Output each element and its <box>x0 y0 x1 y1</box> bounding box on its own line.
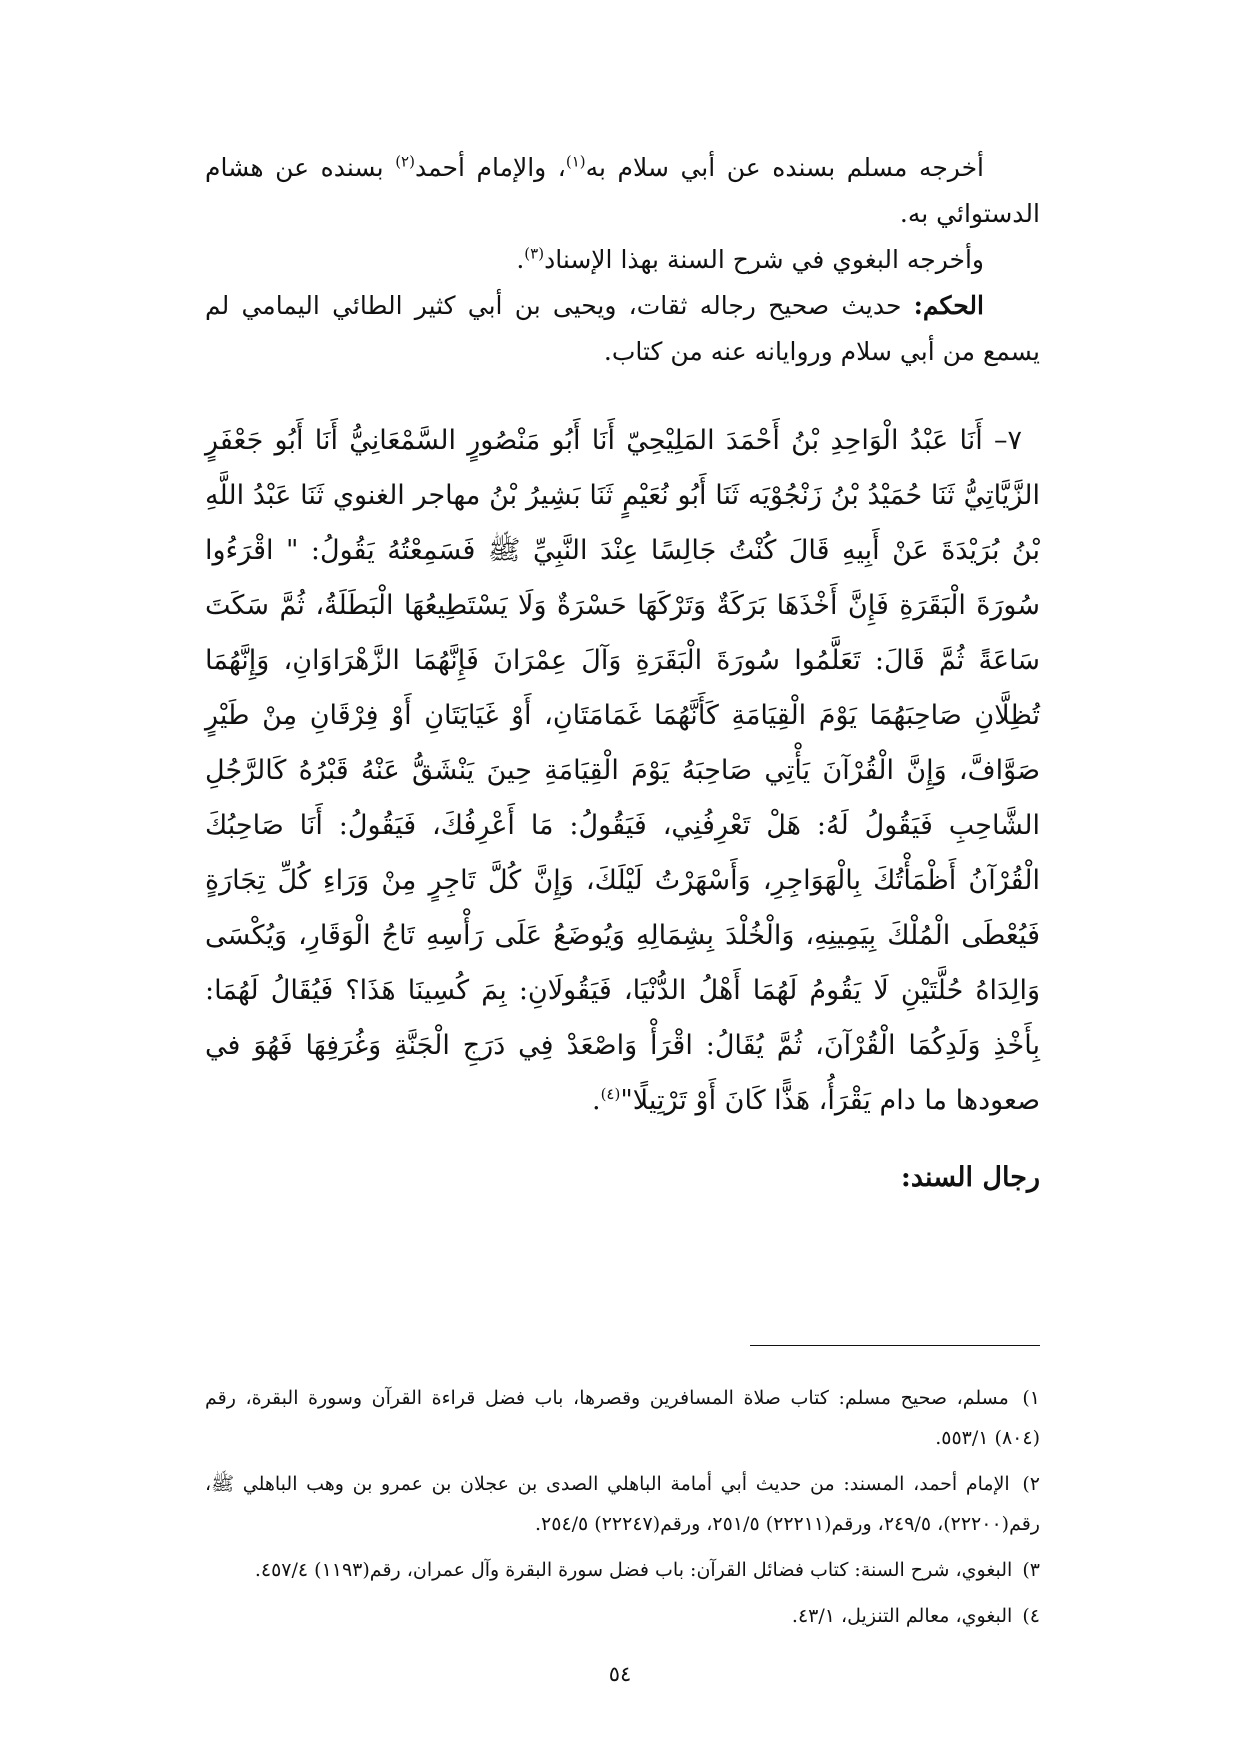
footnote-3 <box>205 1550 1040 1590</box>
footnote-text: البغوي، شرح السنة: كتاب فضائل القرآن: باب فضل سورة البقرة وآل عمران، رقم(١١٩٣) ٤٥٧/٤. <box>254 1559 1013 1581</box>
footnotes <box>205 1378 1040 1642</box>
footnote-ref-1[interactable]: (١) <box>565 152 586 171</box>
section-heading: رجال السند: <box>900 1162 1040 1193</box>
text-run: وأخرجه البغوي في شرح السنة بهذا الإسناد <box>544 245 984 274</box>
text-run: ، والإمام أحمد <box>414 153 566 182</box>
footnote-number: ٢) <box>1022 1473 1040 1495</box>
text-run: أخرجه مسلم بسنده عن أبي سلام به <box>585 153 984 182</box>
footnote-text: مسلم، صحيح مسلم: كتاب صلاة المسافرين وقصرها، باب فضل قراءة القرآن وسورة البقرة، رقم (٨٠٤) ٥٥٣/١. <box>205 1387 1040 1449</box>
footnote-separator <box>750 1345 1040 1346</box>
footnote-ref-3[interactable]: (٣) <box>524 244 545 263</box>
footnote-text: الإمام أحمد، المسند: من حديث أبي أمامة الباهلي الصدى بن عجلان بن عمرو بن وهب الباهلي ﷺ، رقم(٢٢٢٠٠)، ٢٤٩/٥، ورقم(٢٢٢١١) ٢٥١/٥، ورقم(٢٢٢٤٧) ٢٥٤/٥. <box>205 1473 1040 1535</box>
footnote-ref-2[interactable]: (٢) <box>395 152 415 171</box>
footnote-number: ١) <box>1022 1387 1040 1409</box>
hadith-text: ٧– أَنَا عَبْدُ الْوَاحِدِ بْنُ أَحْمَدَ المَلِيْحِيّ أَنَا أَبُو مَنْصُورٍ السَّمْعَانِيُّ أَنَا أَبُو جَعْفَرٍ الزَّيَّاتِيُّ ثَنَا حُمَيْدُ بْنُ زَنْجُوْيَه ثَنَا أَبُو نُعَيْمٍ ثَنَا بَشِيرُ بْنُ مهاجر الغنوي ثَنَا عَبْدُ اللَّهِ بْنُ بُرَيْدَةَ عَنْ أَبِيهِ قَالَ كُنْتُ جَالِسًا عِنْدَ النَّبِيِّ ﷺ فَسَمِعْتُهُ يَقُولُ: " اقْرَءُوا سُورَةَ الْبَقَرَةِ فَإِنَّ أَخْذَهَا بَرَكَةٌ وَتَرْكَهَا حَسْرَةٌ وَلَا يَسْتَطِيعُهَا الْبَطَلَةُ، ثُمَّ سَكَتَ سَاعَةً ثُمَّ قَالَ: تَعَلَّمُوا سُورَةَ الْبَقَرَةِ وَآلَ عِمْرَانَ فَإِنَّهُمَا الزَّهْرَاوَانِ، وَإِنَّهُمَا تُظِلَّانِ صَاحِبَهُمَا يَوْمَ الْقِيَامَةِ كَأَنَّهُمَا غَمَامَتَانِ، أَوْ غَيَايَتَانِ أَوْ فِرْقَانِ مِنْ طَيْرٍ صَوَّافَّ، وَإِنَّ الْقُرْآنَ يَأْتِي صَاحِبَهُ يَوْمَ الْقِيَامَةِ حِينَ يَنْشَقُّ عَنْهُ قَبْرُهُ كَالرَّجُلِ الشَّاحِبِ فَيَقُولُ لَهُ: هَلْ تَعْرِفُنِي، فَيَقُولُ: مَا أَعْرِفُكَ، فَيَقُولُ: أَنَا صَاحِبُكَ الْقُرْآنُ أَظْمَأْتُكَ بِالْهَوَاجِرِ، وَأَسْهَرْتُ لَيْلَكَ، وَإِنَّ كُلَّ تَاجِرٍ مِنْ وَرَاءِ كُلِّ تِجَارَةٍ فَيُعْطَى الْمُلْكَ بِيَمِينِهِ، وَالْخُلْدَ بِشِمَالِهِ وَيُوضَعُ عَلَى رَأْسِهِ تَاجُ الْوَقَارِ، وَيُكْسَى وَالِدَاهُ حُلَّتَيْنِ لَا يَقُومُ لَهُمَا أَهْلُ الدُّنْيَا، فَيَقُولَانِ: بِمَ كُسِينَا هَذَا؟ فَيُقَالُ لَهُمَا: بِأَخْذِ وَلَدِكُمَا الْقُرْآنَ، ثُمَّ يُقَالُ: اقْرَأْ وَاصْعَدْ فِي دَرَجِ الْجَنَّةِ وَغُرَفِهَا فَهُوَ في صعودها ما دام يَقْرَأُ، هَذًّا كَانَ أَوْ تَرْتِيلًا" <box>205 425 1040 1116</box>
ruling-label: الحكم: <box>913 291 984 320</box>
text-run: . <box>591 1085 601 1116</box>
text-run: بسنده عن هشام الدستوائي به. <box>205 153 1040 228</box>
main-text <box>205 145 1040 1201</box>
footnote-2 <box>205 1464 1040 1544</box>
takhrij-paragraph-2 <box>205 237 1040 283</box>
hadith-paragraph <box>205 413 1040 1128</box>
takhrij-paragraph-1 <box>205 145 1040 237</box>
footnote-number: ٤) <box>1022 1605 1040 1627</box>
text-run: . <box>516 245 525 274</box>
footnote-1 <box>205 1378 1040 1458</box>
footnote-4 <box>205 1596 1040 1636</box>
ruling-text: حديث صحيح رجاله ثقات، ويحيى بن أبي كثير الطائي اليمامي لم يسمع من أبي سلام وروايانه عنه من كتاب. <box>205 291 1040 366</box>
page-number: ٥٤ <box>608 1662 632 1686</box>
footnote-ref-4[interactable]: (٤) <box>600 1085 621 1103</box>
footnote-text: البغوي، معالم التنزيل، ٤٣/١. <box>791 1605 1013 1627</box>
ruling-paragraph <box>205 283 1040 375</box>
footnote-number: ٣) <box>1022 1559 1040 1581</box>
